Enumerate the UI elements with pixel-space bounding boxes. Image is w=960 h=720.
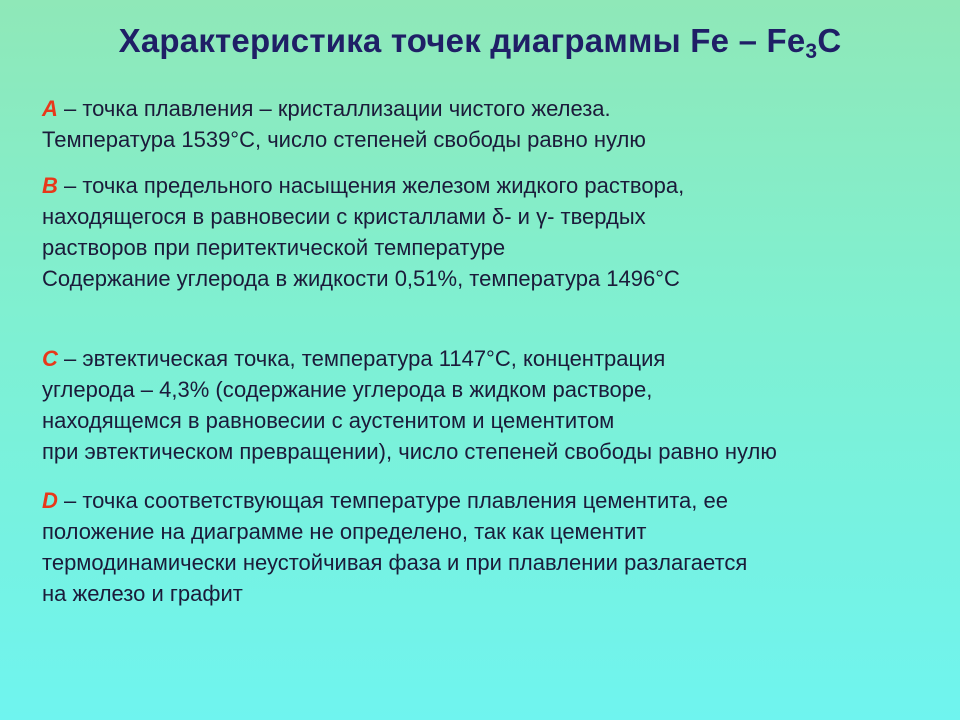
point-b-line-2: находящегося в равновесии с кристаллами δ- и γ- твердых xyxy=(42,204,646,229)
point-c-letter: C xyxy=(42,346,58,371)
title-subscript: 3 xyxy=(805,40,818,63)
slide-title xyxy=(0,22,960,64)
title-main: Характеристика точек диаграммы Fe – Fe xyxy=(118,22,806,59)
point-d-line-3: термодинамически неустойчивая фаза и при плавлении разлагается xyxy=(42,550,748,575)
point-d-description xyxy=(42,485,942,609)
point-c-line-3: находящемся в равновесии с аустенитом и цементитом xyxy=(42,408,615,433)
point-d-line-4: на железо и графит xyxy=(42,581,243,606)
point-c-line-1 xyxy=(42,343,942,374)
point-b-text-1: – точка предельного насыщения железом жидкого раствора, xyxy=(57,173,685,198)
point-d-line-2: положение на диаграмме не определено, так как цементит xyxy=(42,519,647,544)
point-c-line-2: углерода – 4,3% (содержание углерода в жидком растворе, xyxy=(42,377,653,402)
point-b-line-3: растворов при перитектической температуре xyxy=(42,235,506,260)
point-b-description xyxy=(42,170,942,294)
point-c-line-4: при эвтектическом превращении), число степеней свободы равно нулю xyxy=(42,439,777,464)
point-a-line-1 xyxy=(42,93,942,124)
point-d-text-1: – точка соответствующая температуре плавления цементита, ее xyxy=(57,488,728,513)
point-d-line-1 xyxy=(42,485,942,516)
point-b-line-1 xyxy=(42,170,942,201)
point-c-description xyxy=(42,343,942,467)
title-tail: C xyxy=(817,22,842,59)
point-b-line-4: Содержание углерода в жидкости 0,51%, температура 1496°С xyxy=(42,266,680,291)
point-a-letter: A xyxy=(42,96,58,121)
point-c-text-1: – эвтектическая точка, температура 1147°С, концентрация xyxy=(57,346,666,371)
point-a-line-2: Температура 1539°С, число степеней свободы равно нулю xyxy=(42,127,646,152)
point-a-text-1: – точка плавления – кристаллизации чистого железа. xyxy=(57,96,611,121)
point-d-letter: D xyxy=(42,488,58,513)
point-a-description xyxy=(42,93,942,155)
point-b-letter: B xyxy=(42,173,58,198)
